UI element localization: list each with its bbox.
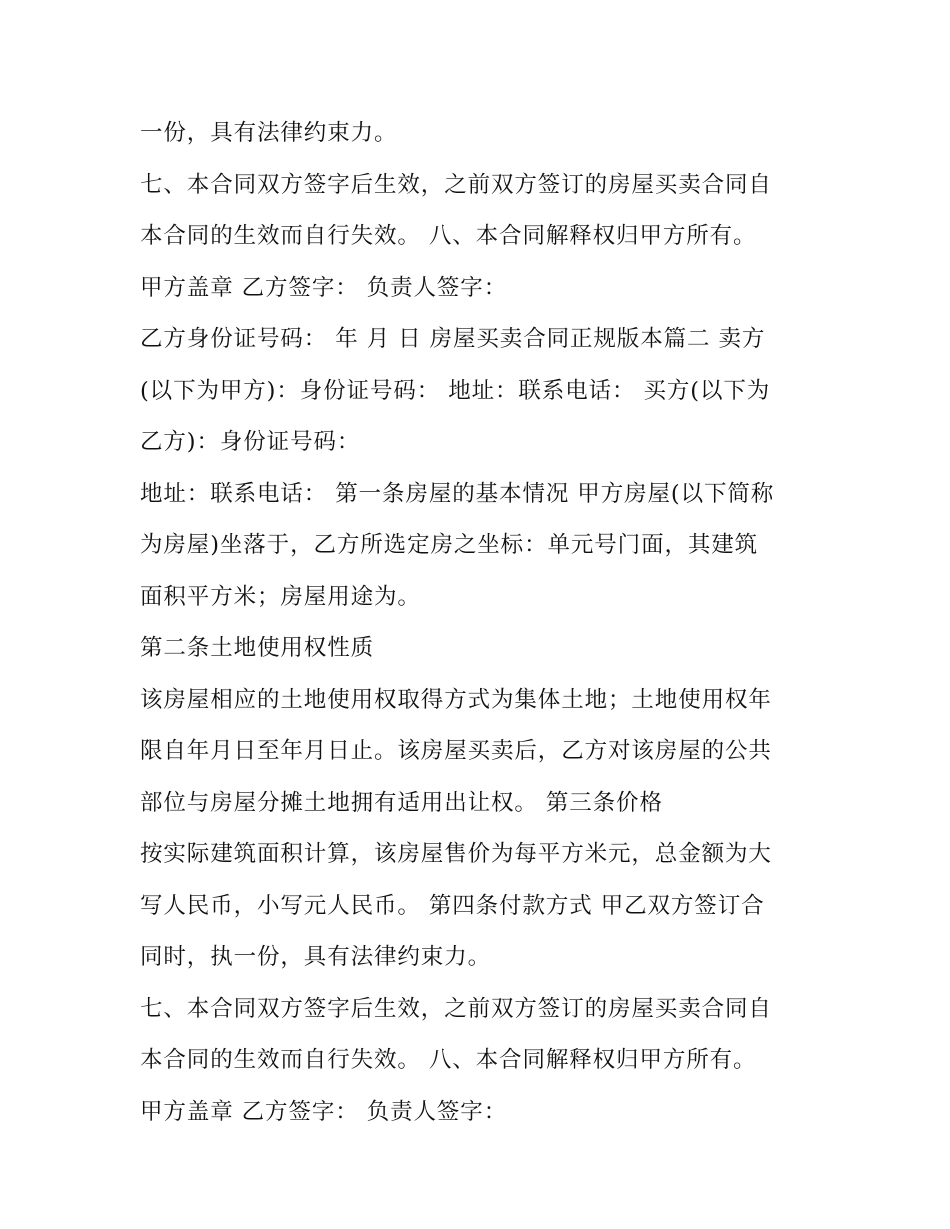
text-line: 七、本合同双方签字后生效，之前双方签订的房屋买卖合同自 xyxy=(140,171,772,198)
text-line: 限自年月日至年月日止。该房屋买卖后，乙方对该房屋的公共 xyxy=(140,738,772,764)
text-line: 按实际建筑面积计算，该房屋售价为每平方米元，总金额为大 xyxy=(140,841,772,867)
document-body xyxy=(140,108,820,1138)
text-line: 面积平方米；房屋用途为。 xyxy=(140,583,421,610)
text-line: 为房屋)坐落于，乙方所选定房之坐标：单元号门面，其建筑 xyxy=(140,532,759,558)
text-line: 地址：联系电话： 第一条房屋的基本情况 甲方房屋(以下简称 xyxy=(140,480,775,507)
text-line: 本合同的生效而自行失效。 八、本合同解释权归甲方所有。 xyxy=(140,1047,757,1073)
text-line: 一份，具有法律约束力。 xyxy=(140,120,398,146)
text-line: 甲方盖章 乙方签字： 负责人签字： xyxy=(140,1098,508,1125)
text-line: 同时，执一份，具有法律约束力。 xyxy=(140,944,492,970)
text-line: 本合同的生效而自行失效。 八、本合同解释权归甲方所有。 xyxy=(140,223,757,249)
text-line: 部位与房屋分摊土地拥有适用出让权。 第三条价格 xyxy=(140,789,663,816)
text-line: 该房屋相应的土地使用权取得方式为集体土地；土地使用权年 xyxy=(140,686,772,713)
section-heading: 第二条土地使用权性质 xyxy=(140,635,375,661)
text-line: 乙方)：身份证号码： xyxy=(140,429,361,455)
text-line: 写人民币，小写元人民币。 第四条付款方式 甲乙双方签订合 xyxy=(140,892,765,919)
text-line: 乙方身份证号码： 年 月 日 房屋买卖合同正规版本篇二 卖方 xyxy=(140,326,766,352)
text-line: 七、本合同双方签字后生效，之前双方签订的房屋买卖合同自 xyxy=(140,995,772,1022)
text-line: (以下为甲方)：身份证号码： 地址：联系电话： 买方(以下为 xyxy=(140,377,771,404)
text-line: 甲方盖章 乙方签字： 负责人签字： xyxy=(140,274,508,301)
